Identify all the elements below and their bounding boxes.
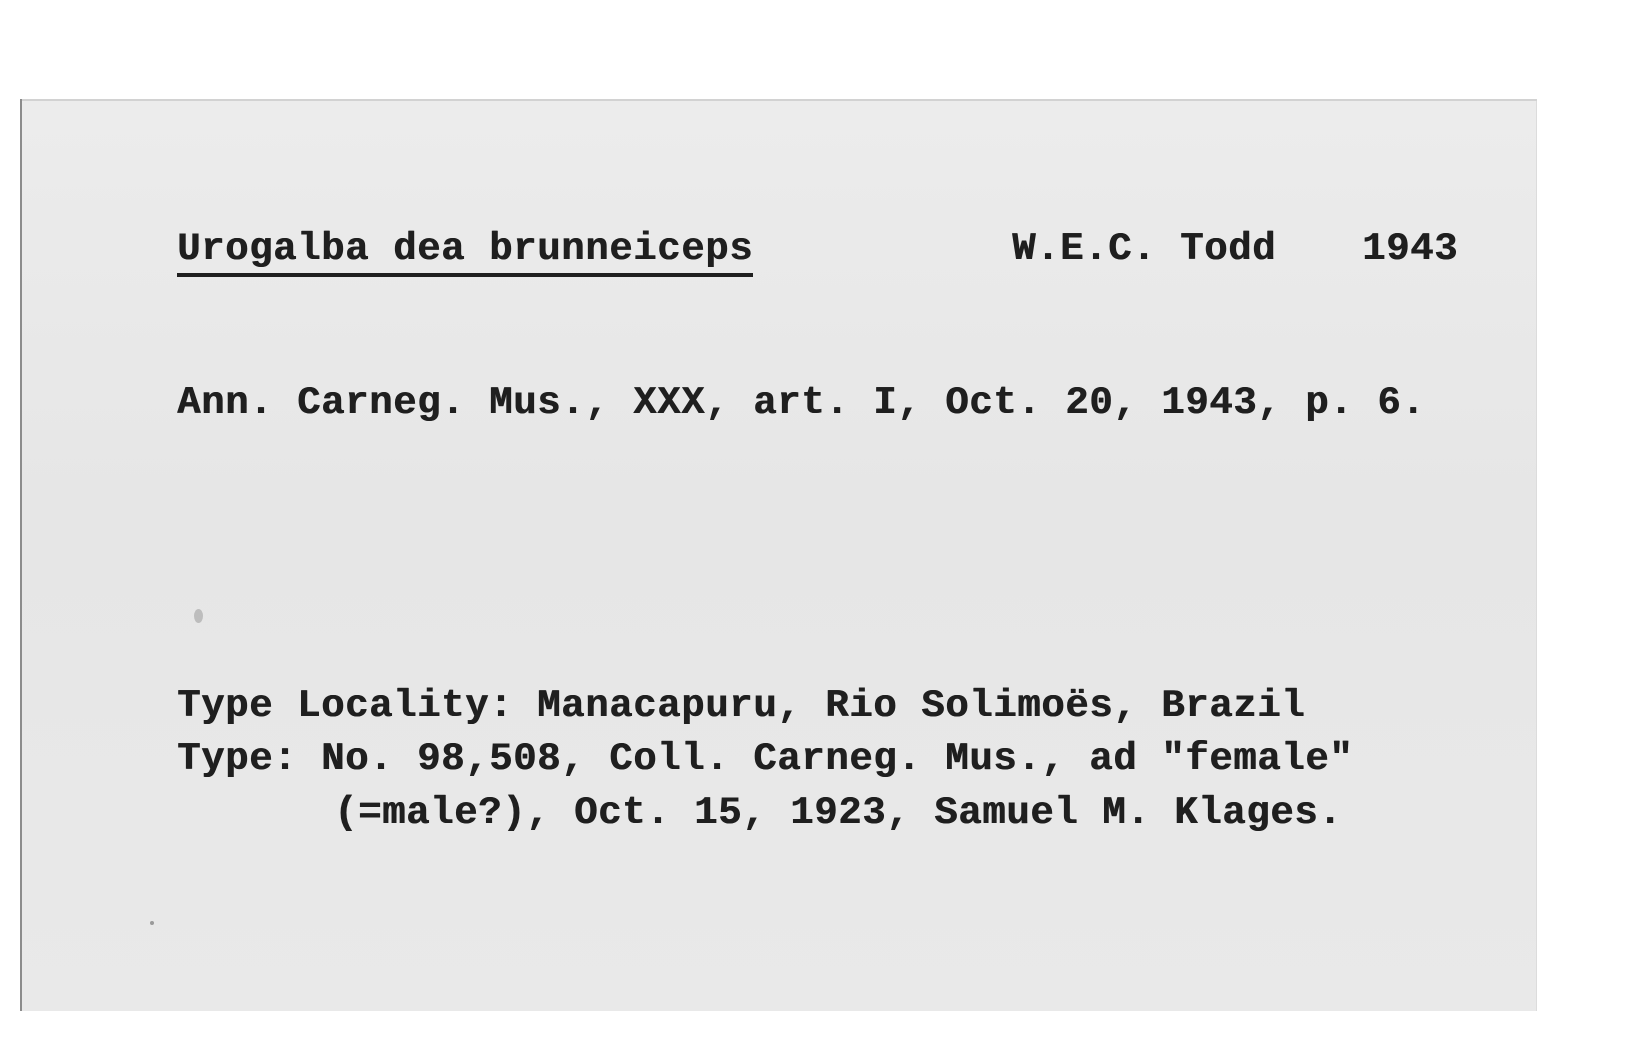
index-card <box>20 99 1537 1011</box>
type-locality-line: Type Locality: Manacapuru, Rio Solimoës, Brazil <box>177 684 1306 728</box>
author-name: W.E.C. Todd <box>1012 227 1277 271</box>
type-specimen-continuation: (=male?), Oct. 15, 1923, Samuel M. Klages. <box>334 791 1343 835</box>
type-specimen-line: Type: No. 98,508, Coll. Carneg. Mus., ad "female" <box>177 737 1354 781</box>
ink-speck <box>150 921 154 925</box>
citation-line: Ann. Carneg. Mus., XXX, art. I, Oct. 20, 1943, p. 6. <box>177 381 1426 425</box>
species-name: Urogalba dea brunneiceps <box>177 227 753 277</box>
publication-year: 1943 <box>1362 227 1459 271</box>
ink-smudge <box>194 609 203 623</box>
